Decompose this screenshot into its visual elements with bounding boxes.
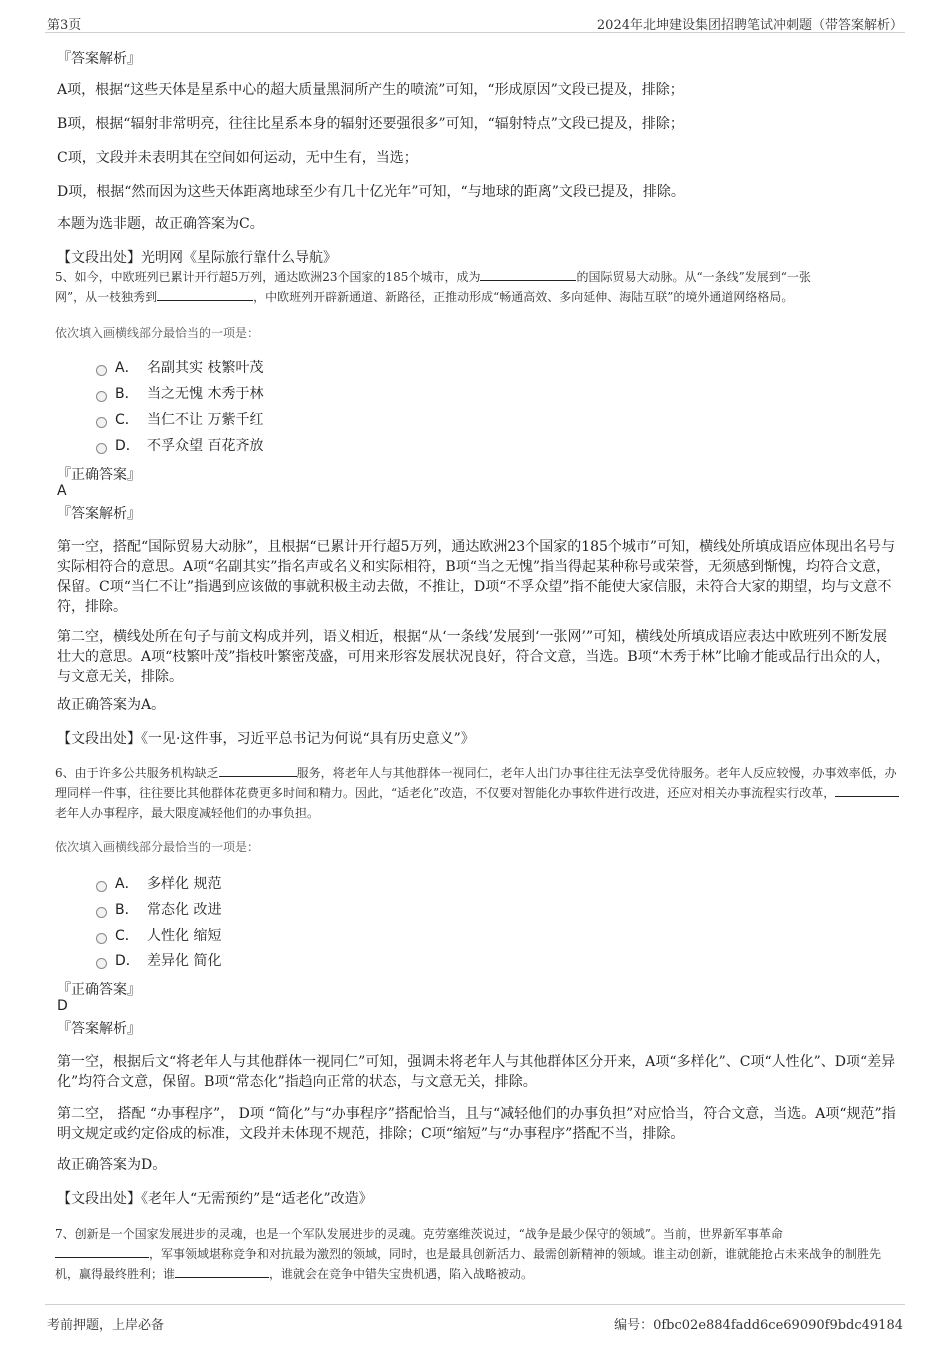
q6-analysis-label: 『答案解析』 <box>57 1021 141 1037</box>
q4-analysis-a: A项，根据“这些天体是星系中心的超大质量黑洞所产生的喷流”可知，“形成原因”文段已提及，排除； <box>57 82 684 98</box>
page-footer <box>45 1304 905 1333</box>
q5-analysis-para-1: 第一空，搭配“国际贸易大动脉”，且根据“已累计开行超5万列，通达欧洲23个国家的185个城市”可知，横线处所填成语应体现出名号与实际相符合的意思。A项“名副其实”指名声或名义和实际相符，B项“当之无愧”指当得起某种称号或荣誉，无须感到惭愧，均符合文意，保留。C项“当仁不让”指遇到应该做的事就积极主动去做，不推让，D项“不孚众望”指不能使大家信服，未符合大家的期望，均与文意不符，排除。 <box>57 539 896 615</box>
radio-icon[interactable] <box>96 443 107 454</box>
q6-correct-label: 『正确答案』 <box>57 982 141 998</box>
q5-analysis-label: 『答案解析』 <box>57 506 141 522</box>
q5-conclusion: 故正确答案为A。 <box>57 697 166 713</box>
q6-hint: 依次填入画横线部分最恰当的一项是： <box>55 840 260 854</box>
q6-option-b[interactable]: B． 常态化 改进 <box>96 899 221 919</box>
radio-icon[interactable] <box>96 417 107 428</box>
q4-analysis-b: B项，根据“辐射非常明亮，往往比星系本身的辐射还要强很多”可知，“辐射特点”文段已提及，排除； <box>57 116 684 132</box>
q5-analysis-para-2: 第二空，横线处所在句子与前文构成并列，语义相近，根据“从‘一条线’发展到‘一张网’”可知，横线处所填成语应表达中欧班列不断发展壮大的意思。A项“枝繁叶茂”指枝叶繁密茂盛，可用来形容发展状况良好，符合文意，当选。B项“木秀于林”比喻才能或品行出众的人，与文意无关，排除。 <box>57 629 891 685</box>
q5-stem: 5、如今，中欧班列已累计开行超5万列，通达欧洲23个国家的185个城市，成为 的国际贸易大动脉。从“一条线”发展到“一张 网”，从一枝独秀到 ，中欧班列开辟新通道、新路径，正推动形成“畅通高效、多向延伸、海陆互联”的境外通道网络格局。 <box>55 270 811 304</box>
q6-option-c[interactable]: C． 人性化 缩短 <box>96 925 221 945</box>
page-header <box>45 10 905 33</box>
q6-analysis-para-1: 第一空，根据后文“将老年人与其他群体一视同仁”可知，强调未将老年人与其他群体区分开来，A项“多样化”、C项“人性化”、D项“差异化”均符合文意，保留。B项“常态化”指趋向正常的状态，与文意无关，排除。 <box>57 1054 896 1090</box>
q6-stem: 6、由于许多公共服务机构缺乏 服务，将老年人与其他群体一视同仁，老年人出门办事往往无法享受优待服务。老年人反应较慢，办事效率低，办理同样一件事，往往要比其他群体花费更多时间和精力。因此，“适老化”改造，不仅要对智能化办事软件进行改进，还应对相关办事流程实行改革，老年人办事程序，最大限度减轻他们的办事负担。 <box>55 763 900 823</box>
q5-correct-label: 『正确答案』 <box>57 467 141 483</box>
document-serial: 编号：0fbc02e884fadd6ce69090f9bdc49184 <box>614 1318 903 1333</box>
q4-analysis-c: C项，文段并未表明其在空间如何运动，无中生有，当选； <box>57 150 418 166</box>
q5-option-c[interactable]: C． 当仁不让 万紫千红 <box>96 409 263 429</box>
q5-option-b[interactable]: B． 当之无愧 木秀于林 <box>96 383 263 403</box>
q6-blank-1 <box>219 764 297 777</box>
page-number: 第3页 <box>47 18 82 33</box>
q7-blank-1 <box>55 1245 149 1258</box>
radio-icon[interactable] <box>96 391 107 402</box>
q6-option-a[interactable]: A． 多样化 规范 <box>96 873 221 893</box>
q6-blank-2 <box>835 784 899 797</box>
q6-correct-answer: D <box>57 998 68 1014</box>
q6-analysis-para-2: 第二空， 搭配 “办事程序”， D项 “简化”与“办事程序”搭配恰当，且与“减轻他们的办事负担”对应恰当，符合文意，当选。A项“规范”指明文规定或约定俗成的标准，文段并未体现不规范，排除；C项“缩短”与“办事程序”搭配不当，排除。 <box>57 1106 896 1142</box>
radio-icon[interactable] <box>96 933 107 944</box>
q6-source: 【文段出处】《老年人“无需预约”是“适老化”改造》 <box>57 1191 373 1207</box>
q7-blank-2 <box>175 1265 269 1278</box>
q4-analysis-label: 『答案解析』 <box>57 51 141 67</box>
q6-conclusion: 故正确答案为D。 <box>57 1157 167 1173</box>
radio-icon[interactable] <box>96 881 107 892</box>
document-title: 2024年北坤建设集团招聘笔试冲刺题（带答案解析） <box>596 18 903 33</box>
q5-source: 【文段出处】《一见·这件事，习近平总书记为何说“具有历史意义”》 <box>57 731 475 747</box>
footer-slogan: 考前押题，上岸必备 <box>47 1318 165 1333</box>
q6-option-d[interactable]: D． 差异化 简化 <box>96 950 221 970</box>
q4-analysis-d: D项，根据“然而因为这些天体距离地球至少有几十亿光年”可知，“与地球的距离”文段已提及，排除。 <box>57 184 685 200</box>
radio-icon[interactable] <box>96 958 107 969</box>
radio-icon[interactable] <box>96 907 107 918</box>
q4-conclusion: 本题为选非题，故正确答案为C。 <box>57 216 264 232</box>
radio-icon[interactable] <box>96 365 107 376</box>
q5-blank-1 <box>480 268 576 281</box>
q5-correct-answer: A <box>57 483 67 499</box>
q5-option-a[interactable]: A． 名副其实 枝繁叶茂 <box>96 357 263 377</box>
q5-hint: 依次填入画横线部分最恰当的一项是： <box>55 326 260 340</box>
q4-source: 【文段出处】光明网《星际旅行靠什么导航》 <box>57 250 337 266</box>
q5-option-d[interactable]: D． 不孚众望 百花齐放 <box>96 435 263 455</box>
q5-blank-2 <box>157 288 253 301</box>
q7-stem: 7、创新是一个国家发展进步的灵魂，也是一个军队发展进步的灵魂。克劳塞维茨说过，“战争是最少保守的领域”。当前，世界新军事革命 ，军事领域堪称竞争和对抗最为激烈的领域，同时，也是最具创新活力、最需创新精神的领域。谁主动创新，谁就能抢占未来战争的制胜先机，赢得最终胜利；谁 ，谁就会在竞争中错失宝贵机遇，陷入战略被动。 <box>55 1227 882 1281</box>
